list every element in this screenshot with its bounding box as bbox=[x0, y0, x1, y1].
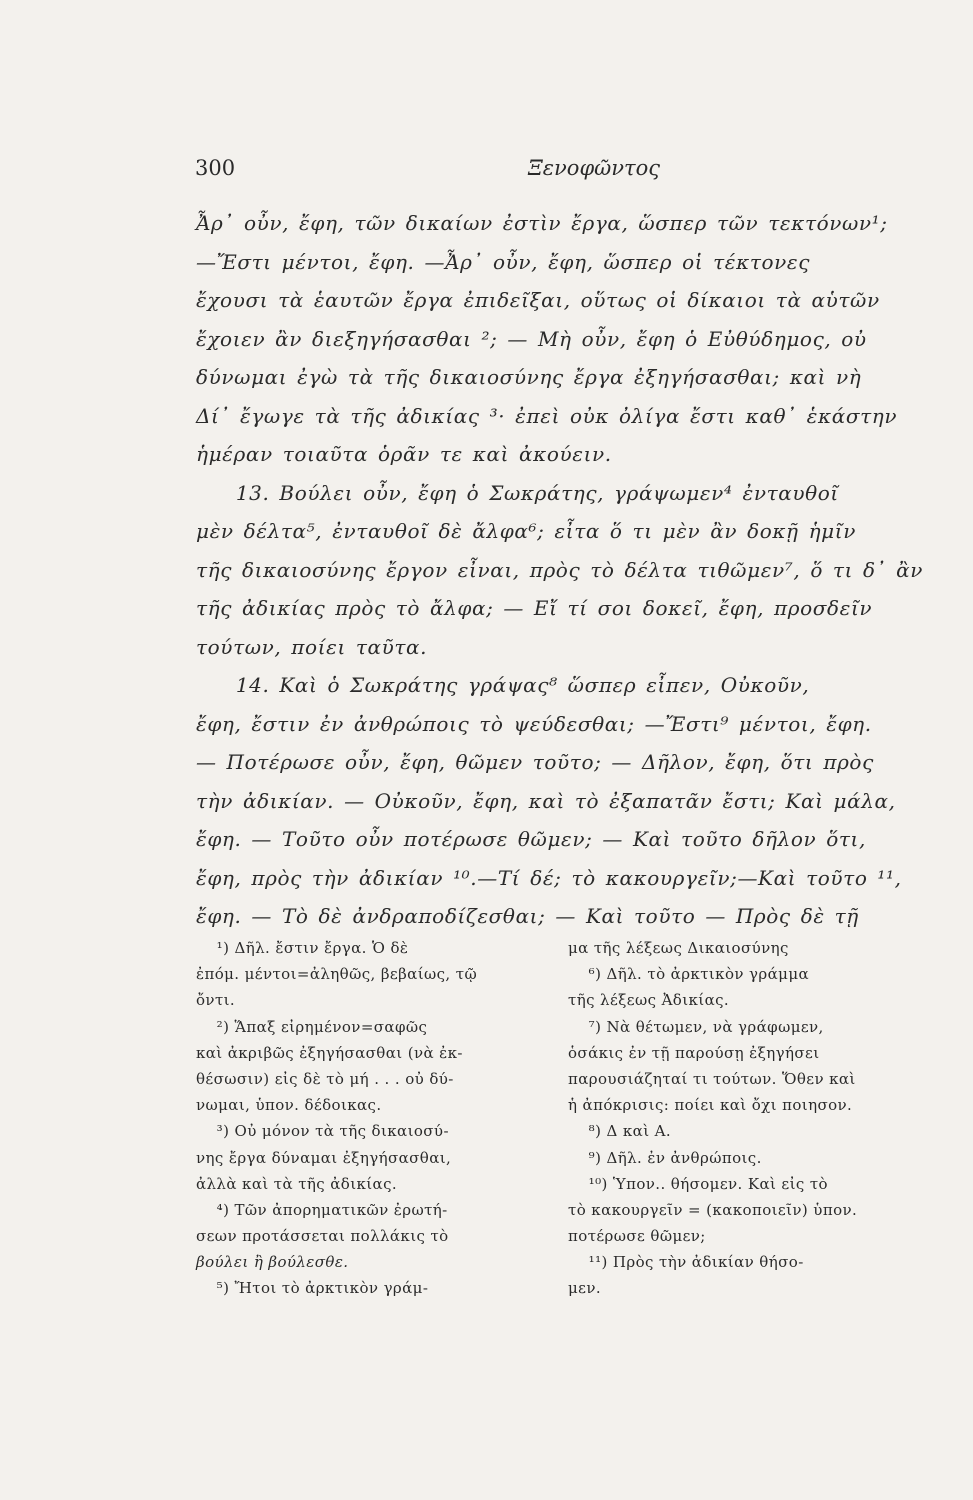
footnote-line: ἡ ἀπόκρισις: ποίει καὶ ὄχι ποιησον. bbox=[568, 1096, 853, 1115]
footnote-line: τὸ κακουργεῖν = (κακοποιεῖν) ὑπον. bbox=[568, 1200, 858, 1219]
footnote-line: ³) Οὐ μόνον τὰ τῆς δικαιοσύ- bbox=[196, 1122, 449, 1141]
text-line: τούτων, ποίει ταῦτα. bbox=[196, 634, 428, 659]
text-line: —Ἔστι μέντοι, ἔφη. —Ἆρ᾽ οὖν, ἔφη, ὥσπερ οἱ τέκτονες bbox=[196, 249, 811, 274]
text-line: ἔφη, ἔστιν ἐν ἀνθρώποις τὸ ψεύδεσθαι; —Ἔστι⁹ μέντοι, ἔφη. bbox=[196, 711, 872, 736]
footnote-line: ¹¹) Πρὸς τὴν ἀδικίαν θήσο- bbox=[568, 1253, 804, 1272]
text-line: ἔχοιεν ἂν διεξηγήσασθαι ²; — Μὴ οὖν, ἔφη ὁ Εὐθύδημος, οὐ bbox=[196, 326, 867, 351]
footnote-line: νωμαι, ὑπον. δέδοικας. bbox=[196, 1096, 382, 1115]
footnote-line: καὶ ἀκριβῶς ἐξηγήσασθαι (νὰ ἐκ- bbox=[196, 1043, 463, 1062]
footnote-line: ὄντι. bbox=[196, 991, 236, 1010]
text-line: μὲν δέλτα⁵, ἐνταυθοῖ δὲ ἄλφα⁶; εἶτα ὅ τι μὲν ἂν δοκῇ ἡμῖν bbox=[196, 519, 856, 543]
running-title: Ξενοφῶντος bbox=[528, 156, 661, 180]
text-line: 13. Βούλει οὖν, ἔφη ὁ Σωκράτης, γράψωμεν⁴ ἐνταυθοῖ bbox=[196, 480, 839, 505]
text-line: ἔφη. — Τοῦτο οὖν ποτέρωσε θῶμεν; — Καὶ τοῦτο δῆλον ὅτι, bbox=[196, 827, 866, 851]
footnote-line: ἐπόμ. μέντοι=ἀληθῶς, βεβαίως, τῷ bbox=[196, 965, 478, 984]
text-line: ἔχουσι τὰ ἑαυτῶν ἔργα ἐπιδεῖξαι, οὕτως οἱ δίκαιοι τὰ αὑτῶν bbox=[196, 288, 880, 312]
text-line: τῆς ἀδικίας πρὸς τὸ ἄλφα; — Εἴ τί σοι δοκεῖ, ἔφη, προσδεῖν bbox=[196, 596, 873, 620]
footnote-line: μα τῆς λέξεως Δικαιοσύνης bbox=[568, 939, 789, 957]
footnote-line: παρουσιάζηταί τι τούτων. Ὅθεν καὶ bbox=[568, 1069, 856, 1088]
footnote-line: βούλει ἢ βούλεσθε. bbox=[196, 1253, 349, 1272]
footnote-line: ⁹) Δῆλ. ἐν ἀνθρώποις. bbox=[568, 1148, 762, 1167]
main-text bbox=[196, 211, 924, 943]
text-line: ἡμέραν τοιαῦτα ὁρᾶν τε καὶ ἀκούειν. bbox=[196, 442, 612, 466]
footnote-line: ²) Ἅπαξ εἰρημένον=σαφῶς bbox=[196, 1017, 428, 1036]
text-line: — Ποτέρωσε οὖν, ἔφη, θῶμεν τοῦτο; — Δῆλον, ἔφη, ὅτι πρὸς bbox=[196, 750, 874, 774]
footnote-line: νης ἔργα δύναμαι ἐξηγήσασθαι, bbox=[196, 1148, 452, 1167]
footnote-line: μεν. bbox=[568, 1279, 602, 1298]
footnote-line: θέσωσιν) εἰς δὲ τὸ μή . . . οὐ δύ- bbox=[196, 1069, 454, 1088]
footnote-line: τῆς λέξεως Ἀδικίας. bbox=[568, 991, 730, 1010]
footnote-line: ὁσάκις ἐν τῇ παρούσῃ ἐξηγήσει bbox=[568, 1043, 820, 1062]
footnote-line: ⁸) Δ καὶ Α. bbox=[568, 1122, 672, 1141]
text-line: Δί᾽ ἔγωγε τὰ τῆς ἀδικίας ³· ἐπεὶ οὐκ ὀλίγα ἔστι καθ᾽ ἑκάστην bbox=[196, 403, 898, 428]
footnotes-right-column bbox=[568, 939, 910, 1306]
text-line: ἔφη. — Τὸ δὲ ἀνδραποδίζεσθαι; — Καὶ τοῦτο — Πρὸς δὲ τῇ bbox=[196, 904, 859, 928]
footnote-line: ⁶) Δῆλ. τὸ ἀρκτικὸν γράμμα bbox=[568, 965, 809, 984]
text-line: δύνωμαι ἐγὼ τὰ τῆς δικαιοσύνης ἔργα ἐξηγήσασθαι; καὶ νὴ bbox=[196, 365, 862, 389]
footnotes-left-column bbox=[196, 939, 541, 1306]
footnote-line: ⁵) Ἤτοι τὸ ἀρκτικὸν γράμ- bbox=[196, 1279, 429, 1298]
footnote-line: ἀλλὰ καὶ τὰ τῆς ἀδικίας. bbox=[196, 1174, 398, 1193]
text-line: τὴν ἀδικίαν. — Οὐκοῦν, ἔφη, καὶ τὸ ἐξαπατᾶν ἔστι; Καὶ μάλα, bbox=[196, 788, 896, 813]
footnote-line: σεων προτάσσεται πολλάκις τὸ bbox=[196, 1227, 449, 1246]
text-line: Ἆρ᾽ οὖν, ἔφη, τῶν δικαίων ἐστὶν ἔργα, ὥσπερ τῶν τεκτόνων¹; bbox=[196, 211, 888, 235]
page-number: 300 bbox=[195, 156, 236, 180]
footnote-line: ⁷) Νὰ θέτωμεν, νὰ γράφωμεν, bbox=[568, 1017, 824, 1036]
footnote-line: ποτέρωσε θῶμεν; bbox=[568, 1227, 706, 1246]
text-line: ἔφη, πρὸς τὴν ἀδικίαν ¹⁰.—Τί δέ; τὸ κακουργεῖν;—Καὶ τοῦτο ¹¹, bbox=[196, 865, 902, 890]
footnote-line: ¹⁰) Ὑπον.. θήσομεν. Καὶ εἰς τὸ bbox=[568, 1174, 828, 1193]
text-line: τῆς δικαιοσύνης ἔργον εἶναι, πρὸς τὸ δέλτα τιθῶμεν⁷, ὅ τι δ᾽ ἂν bbox=[196, 557, 924, 582]
footnote-line: ¹) Δῆλ. ἔστιν ἔργα. Ὁ δὲ bbox=[196, 939, 409, 957]
text-line: 14. Καὶ ὁ Σωκράτης γράψας⁸ ὥσπερ εἶπεν, Οὐκοῦν, bbox=[196, 673, 810, 697]
footnote-line: ⁴) Τῶν ἀπορηματικῶν ἐρωτή- bbox=[196, 1200, 448, 1219]
